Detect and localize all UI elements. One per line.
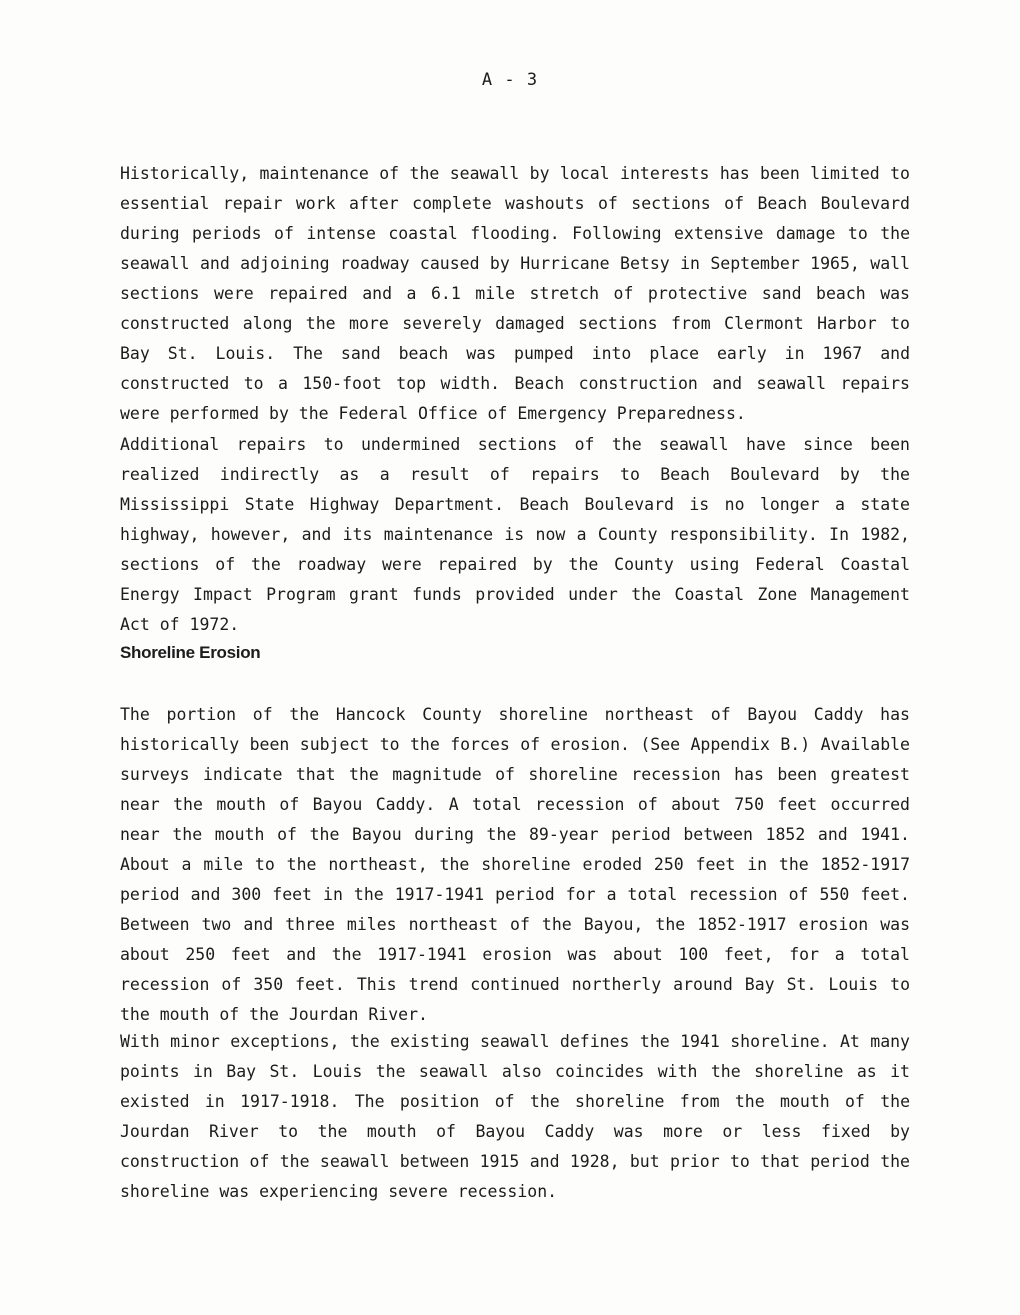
- paragraph-additional-repairs: Additional repairs to undermined sections of the seawall have since been realized indirectly as a result of repairs to Beach Boulevard by the Mississippi State Highway Department. Beach Boulevard is no longer a state highway, however, and its maintenance is now a County responsibility. In 1982, sections of the roadway were repaired by the County using Federal Coastal Energy Impact Program grant funds provided under the Coastal Zone Management Act of 1972.: [120, 435, 910, 634]
- paragraph-seawall-shoreline: With minor exceptions, the existing seawall defines the 1941 shoreline. At many points in Bay St. Louis the seawall also coincides with the shoreline as it existed in 1917-1918. The position of the shoreline from the mouth of the Jourdan River to the mouth of Bayou Caddy was more or less fixed by construction of the seawall between 1915 and 1928, but prior to that period the shoreline was experiencing severe recession.: [120, 1032, 910, 1201]
- page-number: A - 3: [481, 70, 539, 90]
- paragraph-erosion-history: The portion of the Hancock County shoreline northeast of Bayou Caddy has historically been subject to the forces of erosion. (See Appendix B.) Available surveys indicate that the magnitude of shoreline recession has been greatest near the mouth of Bayou Caddy. A total recession of about 750 feet occurred near the mouth of the Bayou during the 89-year period between 1852 and 1941. About a mile to the northeast, the shoreline eroded 250 feet in the 1852-1917 period and 300 feet in the 1917-1941 period for a total recession of 550 feet. Between two and three miles northeast of the Bayou, the 1852-1917 erosion was about 250 feet and the 1917-1941 erosion was about 100 feet, for a total recession of 350 feet. This trend continued northerly around Bay St. Louis to the mouth of the Jourdan River.: [120, 705, 910, 1024]
- paragraph-seawall-maintenance: Historically, maintenance of the seawall by local interests has been limited to essential repair work after complete washouts of sections of Beach Boulevard during periods of intense coastal flooding. Following extensive damage to the seawall and adjoining roadway caused by Hurricane Betsy in September 1965, wall sections were repaired and a 6.1 mile stretch of protective sand beach was constructed along the more severely damaged sections from Clermont Harbor to Bay St. Louis. The sand beach was pumped into place early in 1967 and constructed to a 150-foot top width. Beach construction and seawall repairs were performed by the Federal Office of Emergency Preparedness.: [120, 164, 910, 423]
- section-heading: Shoreline Erosion: [120, 643, 261, 662]
